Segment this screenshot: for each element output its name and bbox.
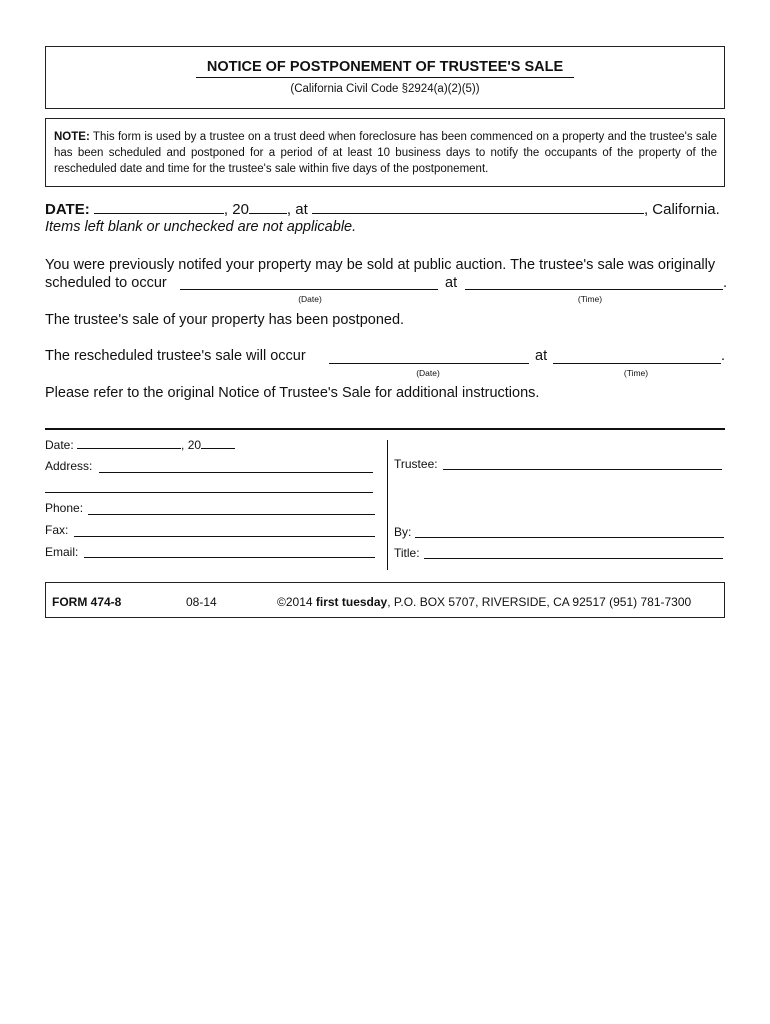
- title-underline: [196, 77, 574, 78]
- signature-date-field[interactable]: [77, 437, 181, 449]
- city-field[interactable]: [312, 200, 644, 214]
- original-at-label: at: [445, 275, 458, 291]
- blank-note: Items left blank or unchecked are not applicable.: [45, 219, 357, 235]
- fax-field[interactable]: [74, 536, 375, 537]
- form-number: FORM 474-8: [52, 595, 122, 609]
- title-label: Title:: [394, 546, 420, 560]
- by-field[interactable]: [415, 537, 724, 538]
- trustee-label: Trustee:: [394, 457, 438, 471]
- period-mark: .: [723, 275, 728, 291]
- postponed-statement: The trustee's sale of your property has been postponed.: [45, 312, 405, 328]
- date-label: DATE:: [45, 201, 90, 218]
- section-divider: [45, 428, 725, 430]
- rescheduled-time-field[interactable]: [553, 363, 721, 364]
- address-label: Address:: [45, 459, 93, 473]
- rescheduled-label: The rescheduled trustee's sale will occur: [45, 348, 306, 364]
- title-field[interactable]: [424, 558, 723, 559]
- rescheduled-time-caption: (Time): [623, 368, 649, 378]
- email-field[interactable]: [84, 557, 375, 558]
- rescheduled-at-label: at: [535, 348, 548, 364]
- note-box: [45, 118, 725, 187]
- signature-year-prefix: , 20: [181, 438, 202, 452]
- header-box: [45, 46, 725, 109]
- signature-date-row: [45, 437, 235, 452]
- date-year-field[interactable]: [249, 200, 287, 214]
- notice-paragraph: You were previously notifed your property may be sold at public auction. The trustee's sale was originally: [45, 257, 716, 273]
- signature-vertical-divider: [387, 440, 388, 570]
- date-line: [45, 200, 720, 218]
- address-field-1[interactable]: [99, 472, 373, 473]
- original-time-field[interactable]: [465, 289, 723, 290]
- phone-field[interactable]: [88, 514, 375, 515]
- note-label: NOTE:: [54, 131, 90, 143]
- form-revision: 08-14: [186, 595, 217, 609]
- scheduled-label: scheduled to occur: [45, 275, 167, 291]
- rescheduled-date-caption: (Date): [416, 368, 440, 378]
- brand-name: first tuesday: [315, 595, 388, 609]
- footer-box: [45, 582, 725, 618]
- footer-contact: , P.O. BOX 5707, RIVERSIDE, CA 92517 (951) 781-7300: [387, 595, 692, 609]
- original-date-field[interactable]: [180, 289, 438, 290]
- note-text: [54, 129, 717, 177]
- address-field-2[interactable]: [45, 492, 373, 493]
- signature-date-label: Date:: [45, 438, 74, 452]
- date-year-prefix: , 20: [223, 201, 249, 218]
- period-mark-2: .: [721, 348, 726, 364]
- instructions-statement: Please refer to the original Notice of Trustee's Sale for additional instructions.: [45, 385, 540, 401]
- signature-year-field[interactable]: [201, 437, 235, 449]
- page-title: NOTICE OF POSTPONEMENT OF TRUSTEE'S SALE: [206, 59, 564, 75]
- email-label: Email:: [45, 545, 79, 559]
- page-subtitle: (California Civil Code §2924(a)(2)(5)): [290, 83, 480, 95]
- fax-label: Fax:: [45, 523, 69, 537]
- date-state: , California.: [643, 201, 720, 218]
- copyright-prefix: ©2014: [277, 595, 316, 609]
- by-label: By:: [394, 525, 412, 539]
- rescheduled-date-field[interactable]: [329, 363, 529, 364]
- footer-copyright: [277, 595, 691, 609]
- original-date-caption: (Date): [298, 294, 322, 304]
- date-at: , at: [286, 201, 308, 218]
- phone-label: Phone:: [45, 501, 84, 515]
- note-body: This form is used by a trustee on a trust deed when foreclosure has been commenced on a property and the trustee's sale has been scheduled and postponed for a period of at least 10 business days to notify the occupants of the property of the rescheduled date and time for the trustee's sale within five days of the postponement.: [54, 131, 717, 175]
- original-time-caption: (Time): [577, 294, 603, 304]
- date-field[interactable]: [94, 200, 224, 214]
- trustee-field[interactable]: [443, 469, 722, 470]
